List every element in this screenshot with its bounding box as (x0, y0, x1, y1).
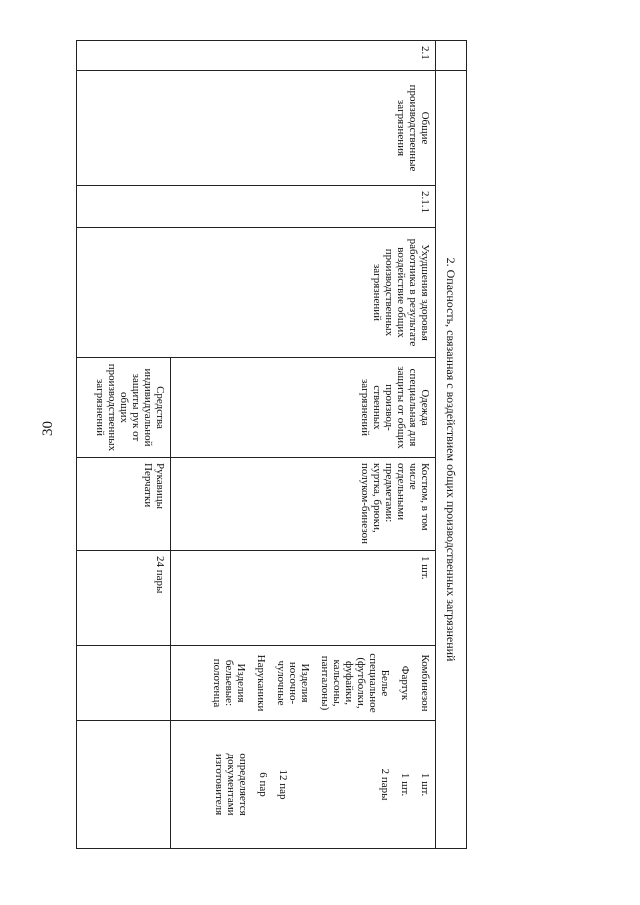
alternative-norm: 6 пар (257, 772, 269, 797)
ppe-2-norm: 24 пары (77, 551, 171, 646)
alternative-norm: определяется документами изготовителя (213, 753, 249, 816)
ppe-norms-table (76, 40, 467, 848)
section-header-row (436, 41, 467, 849)
row-number: 2.1 (77, 41, 436, 71)
ppe-1-norm: 1 шт. (170, 551, 435, 646)
ppe-2-item: Перчатки (141, 463, 154, 508)
page-number: 30 (40, 421, 56, 436)
section-title: 2. Опасность, связанная с воздействием общих производственных загрязнений (436, 71, 467, 849)
alternative-name: Наруканики (255, 654, 267, 712)
alternative-norm: 1 шт. (419, 772, 431, 797)
ppe-1-alternative-norms (170, 721, 435, 849)
table (76, 40, 467, 849)
ppe-1-item: Костюм, в том числе отдельными предметами: куртка, брюки, полуком-бинезон (170, 458, 435, 551)
ppe-2-items (77, 458, 171, 551)
empty-cell (77, 721, 171, 849)
ppe-group-1: Одежда специальная для защиты от общих производ-ственных загрязнений (170, 358, 435, 458)
ppe-2-item: Рукавицы (153, 463, 166, 510)
hazard-group: Общие производственные загрязнения (77, 71, 436, 186)
alternative-name: Белье специальное (футболки, фуфайки, кальсоны, панталоны) (319, 653, 391, 713)
alternative-norm: 2 пары (379, 768, 391, 801)
ppe-1-alternatives (170, 646, 435, 721)
table-row (170, 41, 435, 849)
alternative-name: Изделия бельевые: полотенца (211, 658, 247, 708)
alternative-norm: 12 пар (277, 769, 289, 800)
hazard-event: Ухудшения здоровья работника в результате воздействие общих производственных загрязнений (77, 228, 436, 358)
alternative-name: Изделия носочно-чулочные (275, 660, 311, 706)
ppe-group-2: Средства индивидуальной защиты рук от общих производственных загрязнений (77, 358, 171, 458)
empty-cell (77, 646, 171, 721)
hazard-code: 2.1.1 (77, 186, 436, 228)
alternative-norm: 1 шт. (399, 772, 411, 797)
alternative-name: Фартук (399, 665, 411, 701)
alternative-name: Комбинезон (419, 654, 431, 712)
